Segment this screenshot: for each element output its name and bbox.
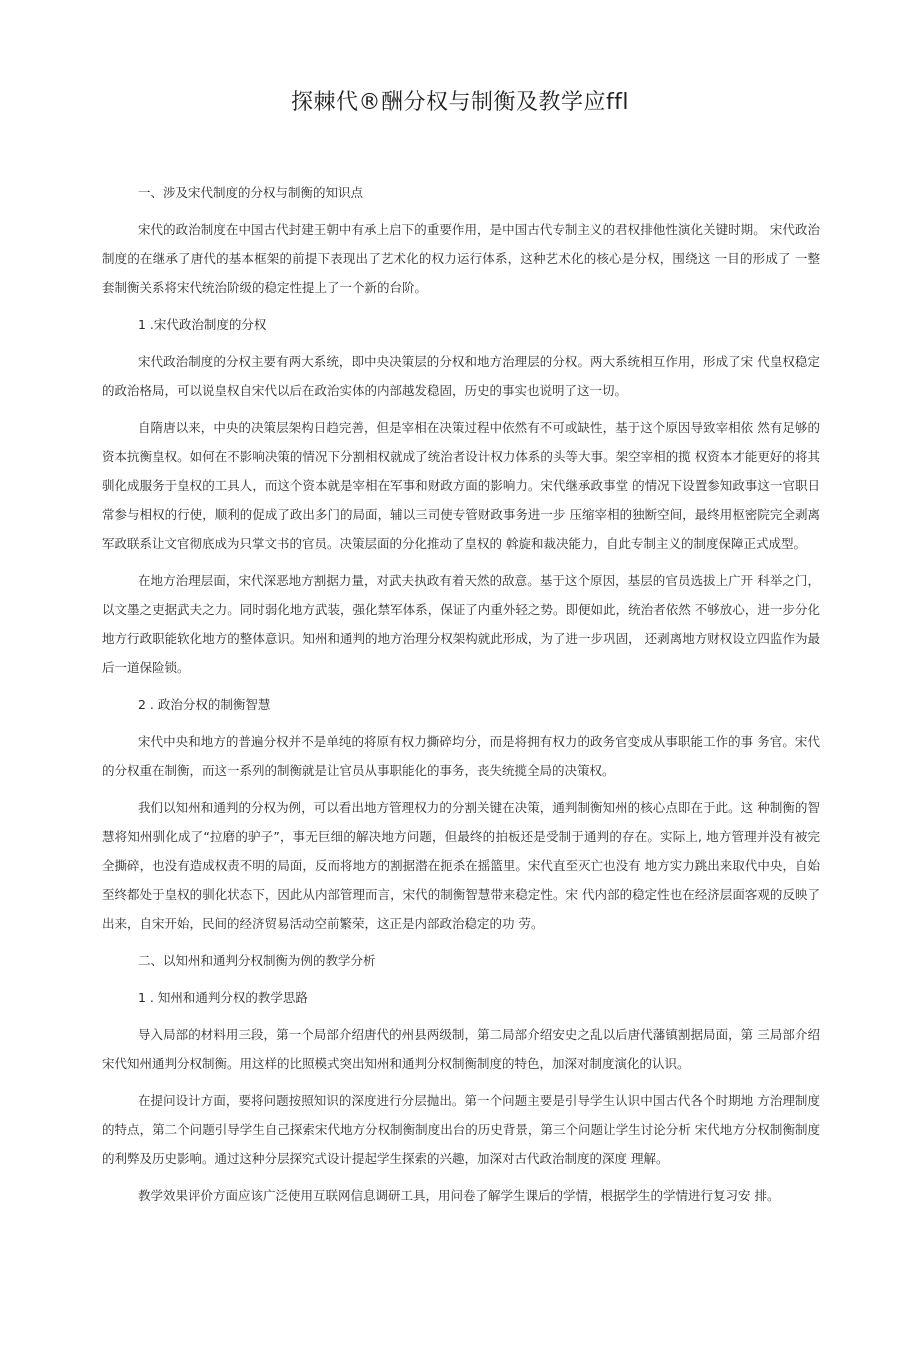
section-heading-2: 二、以知州和通判分权制衡为例的教学分析 xyxy=(138,953,376,968)
paragraph: 教学效果评价方面应该广泛使用互联网信息调研工具，用问卷了解学生课后的学情，根据学生的学情进行复习安 排。 xyxy=(138,1188,780,1203)
subsection-heading-2-1: 1 . 知州和通判分权的教学思路 xyxy=(138,990,308,1005)
section-heading-1: 一、涉及宋代制度的分权与制衡的知识点 xyxy=(138,185,364,200)
subsection-heading-1-2: 2 . 政治分权的制衡智慧 xyxy=(138,697,271,712)
paragraph: 我们以知州和通判的分权为例，可以看出地方管理权力的分割关键在决策，通判制衡知州的核心点即在于此。这 种制衡的智慧将知州驯化成了“拉磨的驴子”，事无巨细的解决地方问题，但最终的拍板还是受制于通判的存在。实际上, 地方管理并没有被完全撕碎，也没有造成权责不明的局面，反而将地方的割据潜在扼杀在摇篮里。宋代直至灭亡也没有 地方实力跳出来取代中央，自始至终都处于皇权的驯化状态下，因此从内部管理而言，宋代的制衡智慧带来稳定性。宋 代内部的稳定性也在经济层面客观的反映了出来，自宋开始，民间的经济贸易活动空前繁荣，这正是内部政治稳定的功 劳。 xyxy=(102,800,820,931)
paragraph: 宋代中央和地方的普遍分权并不是单纯的将原有权力撕碎均分，而是将拥有权力的政务官变成从事职能工作的事 务官。宋代的分权重在制衡，而这一系列的制衡就是让官员从事职能化的事务，丧失统揽全局的决策权。 xyxy=(102,734,820,778)
paragraph: 宋代政治制度的分权主要有两大系统，即中央决策层的分权和地方治理层的分权。两大系统相互作用，形成了宋 代皇权稳定的政治格局，可以说皇权自宋代以后在政治实体的内部越发稳固，历史的事实也说明了这一切。 xyxy=(102,354,820,398)
document-body xyxy=(102,178,820,1210)
paragraph: 宋代的政治制度在中国古代封建王朝中有承上启下的重要作用，是中国古代专制主义的君权排他性演化关键时期。 宋代政治制度的在继承了唐代的基本框架的前提下表现出了艺术化的权力运行体系，这种艺术化的核心是分权，围绕这 一目的形成了 一整套制衡关系将宋代统治阶级的稳定性提上了一个新的台阶。 xyxy=(102,222,820,295)
document-title: 探棘代®酬分权与制衡及教学应ffl xyxy=(290,90,630,115)
paragraph: 在地方治理层面，宋代深恶地方割据力量，对武夫执政有着天然的敌意。基于这个原因，基层的官员选拔上广开 科举之门，以文墨之吏据武夫之力。同时弱化地方武装，强化禁军体系，保证了内重外轻之势。即便如此，统治者依然 不够放心，进一步分化地方行政职能软化地方的整体意识。知州和通判的地方治理分权架构就此形成，为了进一步巩固， 还剥离地方财权设立四监作为最后一道保险锁。 xyxy=(102,573,820,675)
subsection-heading-1-1: 1 .宋代政治制度的分权 xyxy=(138,317,267,332)
paragraph: 自隋唐以来，中央的决策层架构日趋完善，但是宰相在决策过程中依然有不可或缺性，基于这个原因导致宰相依 然有足够的资本抗衡皇权。如何在不影响决策的情况下分割相权就成了统治者设计权力体系的头等大事。架空宰相的揽 权资本才能更好的将其驯化成服务于皇权的工具人，而这个资本就是宰相在军事和财政方面的影响力。宋代继承政事堂 的情况下设置参知政事这一官职日常参与相权的行使，顺利的促成了政出多门的局面，辅以三司使专管财政事务进一步 压缩宰相的独断空间，最终用枢密院完全剥离军政联系让文官彻底成为只掌文书的官员。决策层面的分化推动了皇权的 斡旋和裁决能力，自此专制主义的制度保障正式成型。 xyxy=(102,420,820,551)
paragraph: 导入局部的材料用三段，第一个局部介绍唐代的州县两级制，第二局部介绍安史之乱以后唐代藩镇割据局面，第 三局部介绍宋代知州通判分权制衡。用这样的比照模式突出知州和通判分权制衡制度的特色，加深对制度演化的认识。 xyxy=(102,1027,820,1071)
paragraph: 在提问设计方面，要将问题按照知识的深度进行分层抛出。第一个问题主要是引导学生认识中国古代各个时期地 方治理制度的特点，第二个问题引导学生自己探索宋代地方分权制衡制度出台的历史背景，第三个问题让学生讨论分析 宋代地方分权制衡制度的利弊及历史影响。通过这种分层探究式设计提起学生探索的兴趣，加深对古代政治制度的深度 理解。 xyxy=(102,1093,820,1166)
